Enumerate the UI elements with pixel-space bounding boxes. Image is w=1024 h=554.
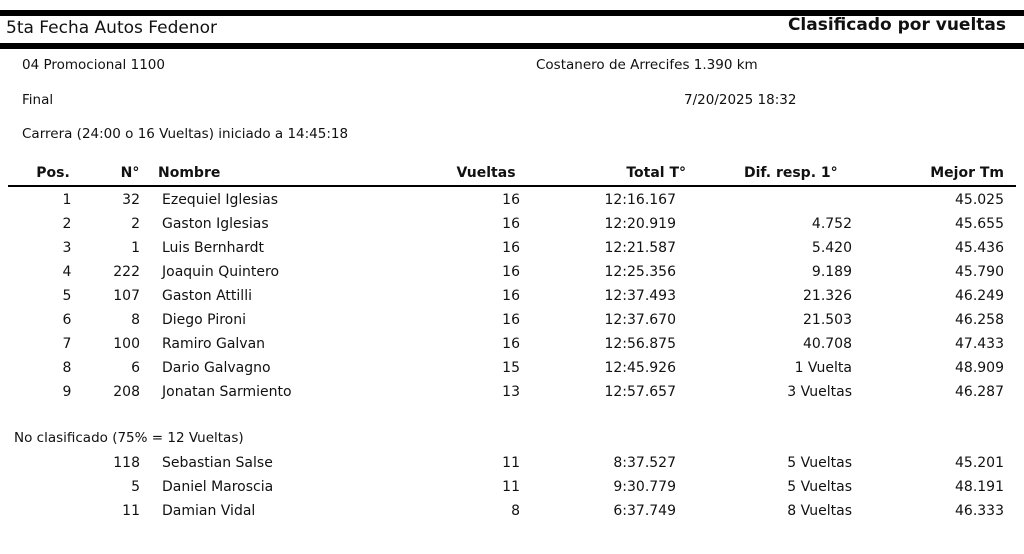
race-info: Carrera (24:00 o 16 Vueltas) iniciado a 14:45:18 [22,126,349,142]
cell-number: 11 [122,503,140,519]
cell-best-lap: 47.433 [955,336,1004,352]
cell-number: 107 [113,288,140,304]
cell-laps: 16 [502,336,520,352]
not-classified-label: No clasificado (75% = 12 Vueltas) [14,430,244,446]
cell-number: 6 [131,360,140,376]
cell-laps: 16 [502,264,520,280]
cell-total-time: 9:30.779 [613,479,676,495]
cell-diff: 4.752 [811,216,852,232]
col-laps-header: Vueltas [456,165,516,181]
cell-pos: 6 [62,312,72,328]
cell-total-time: 12:45.926 [604,360,676,376]
cell-diff: 8 Vueltas [787,503,852,519]
cell-diff: 21.326 [803,288,852,304]
cell-total-time: 12:37.493 [604,288,676,304]
cell-pos: 5 [62,288,72,304]
cell-number: 208 [113,384,140,400]
session-label: Final [22,92,54,108]
cell-number: 8 [131,312,140,328]
cell-number: 222 [113,264,140,280]
header-rule [0,43,1024,49]
cell-laps: 16 [502,288,520,304]
col-total-header: Total T° [626,165,686,181]
category-label: 04 Promocional 1100 [22,57,165,73]
cell-diff: 5 Vueltas [787,479,852,495]
event-title: 5ta Fecha Autos Fedenor [6,18,218,38]
col-diff-header: Dif. resp. 1° [744,165,838,181]
cell-best-lap: 45.025 [955,192,1004,208]
cell-pos: 3 [62,240,72,256]
cell-best-lap: 45.655 [955,216,1004,232]
cell-number: 2 [131,216,140,232]
col-pos-header: Pos. [36,165,70,181]
cell-laps: 16 [502,216,520,232]
cell-number: 100 [113,336,140,352]
cell-diff: 5 Vueltas [787,455,852,471]
cell-pos: 2 [62,216,72,232]
cell-name: Gaston Iglesias [162,216,269,232]
cell-diff: 40.708 [803,336,852,352]
cell-laps: 15 [502,360,520,376]
cell-best-lap: 46.258 [955,312,1004,328]
cell-name: Dario Galvagno [162,360,271,376]
column-header-rule [8,185,1016,187]
cell-number: 5 [131,479,140,495]
cell-name: Gaston Attilli [162,288,252,304]
cell-laps: 8 [511,503,520,519]
cell-diff: 1 Vuelta [794,360,852,376]
cell-total-time: 12:20.919 [604,216,676,232]
cell-total-time: 6:37.749 [613,503,676,519]
cell-name: Jonatan Sarmiento [162,384,292,400]
col-best-header: Mejor Tm [930,165,1004,181]
datetime-label: 7/20/2025 18:32 [684,92,797,108]
cell-pos: 4 [62,264,72,280]
cell-total-time: 12:57.657 [604,384,676,400]
cell-laps: 16 [502,192,520,208]
cell-laps: 11 [502,455,520,471]
cell-total-time: 12:21.587 [604,240,676,256]
cell-name: Ramiro Galvan [162,336,266,352]
cell-best-lap: 45.436 [955,240,1004,256]
cell-diff: 5.420 [811,240,852,256]
cell-pos: 8 [62,360,72,376]
cell-diff: 9.189 [811,264,852,280]
cell-number: 118 [113,455,140,471]
report-type: Clasificado por vueltas [787,15,1006,35]
cell-total-time: 12:56.875 [604,336,676,352]
cell-name: Daniel Maroscia [162,479,274,495]
circuit-label: Costanero de Arrecifes 1.390 km [536,57,758,73]
cell-laps: 16 [502,312,520,328]
cell-best-lap: 45.201 [955,455,1004,471]
cell-best-lap: 45.790 [955,264,1004,280]
cell-total-time: 12:25.356 [604,264,676,280]
col-number-header: N° [120,165,140,181]
cell-name: Sebastian Salse [162,455,273,471]
cell-name: Diego Pironi [162,312,246,328]
cell-diff: 3 Vueltas [787,384,852,400]
cell-pos: 1 [62,192,72,208]
col-name-header: Nombre [158,165,221,181]
cell-pos: 9 [62,384,72,400]
cell-laps: 11 [502,479,520,495]
cell-name: Joaquin Quintero [162,264,280,280]
cell-best-lap: 46.333 [955,503,1004,519]
cell-laps: 16 [502,240,520,256]
cell-name: Luis Bernhardt [162,240,264,256]
cell-best-lap: 46.249 [955,288,1004,304]
cell-best-lap: 48.191 [955,479,1004,495]
cell-total-time: 12:37.670 [604,312,676,328]
cell-number: 32 [122,192,140,208]
cell-total-time: 8:37.527 [613,455,676,471]
cell-total-time: 12:16.167 [604,192,676,208]
cell-diff: 21.503 [803,312,852,328]
cell-best-lap: 46.287 [955,384,1004,400]
cell-number: 1 [131,240,140,256]
cell-best-lap: 48.909 [955,360,1004,376]
cell-pos: 7 [62,336,72,352]
cell-name: Damian Vidal [162,503,256,519]
cell-laps: 13 [502,384,520,400]
cell-name: Ezequiel Iglesias [162,192,278,208]
